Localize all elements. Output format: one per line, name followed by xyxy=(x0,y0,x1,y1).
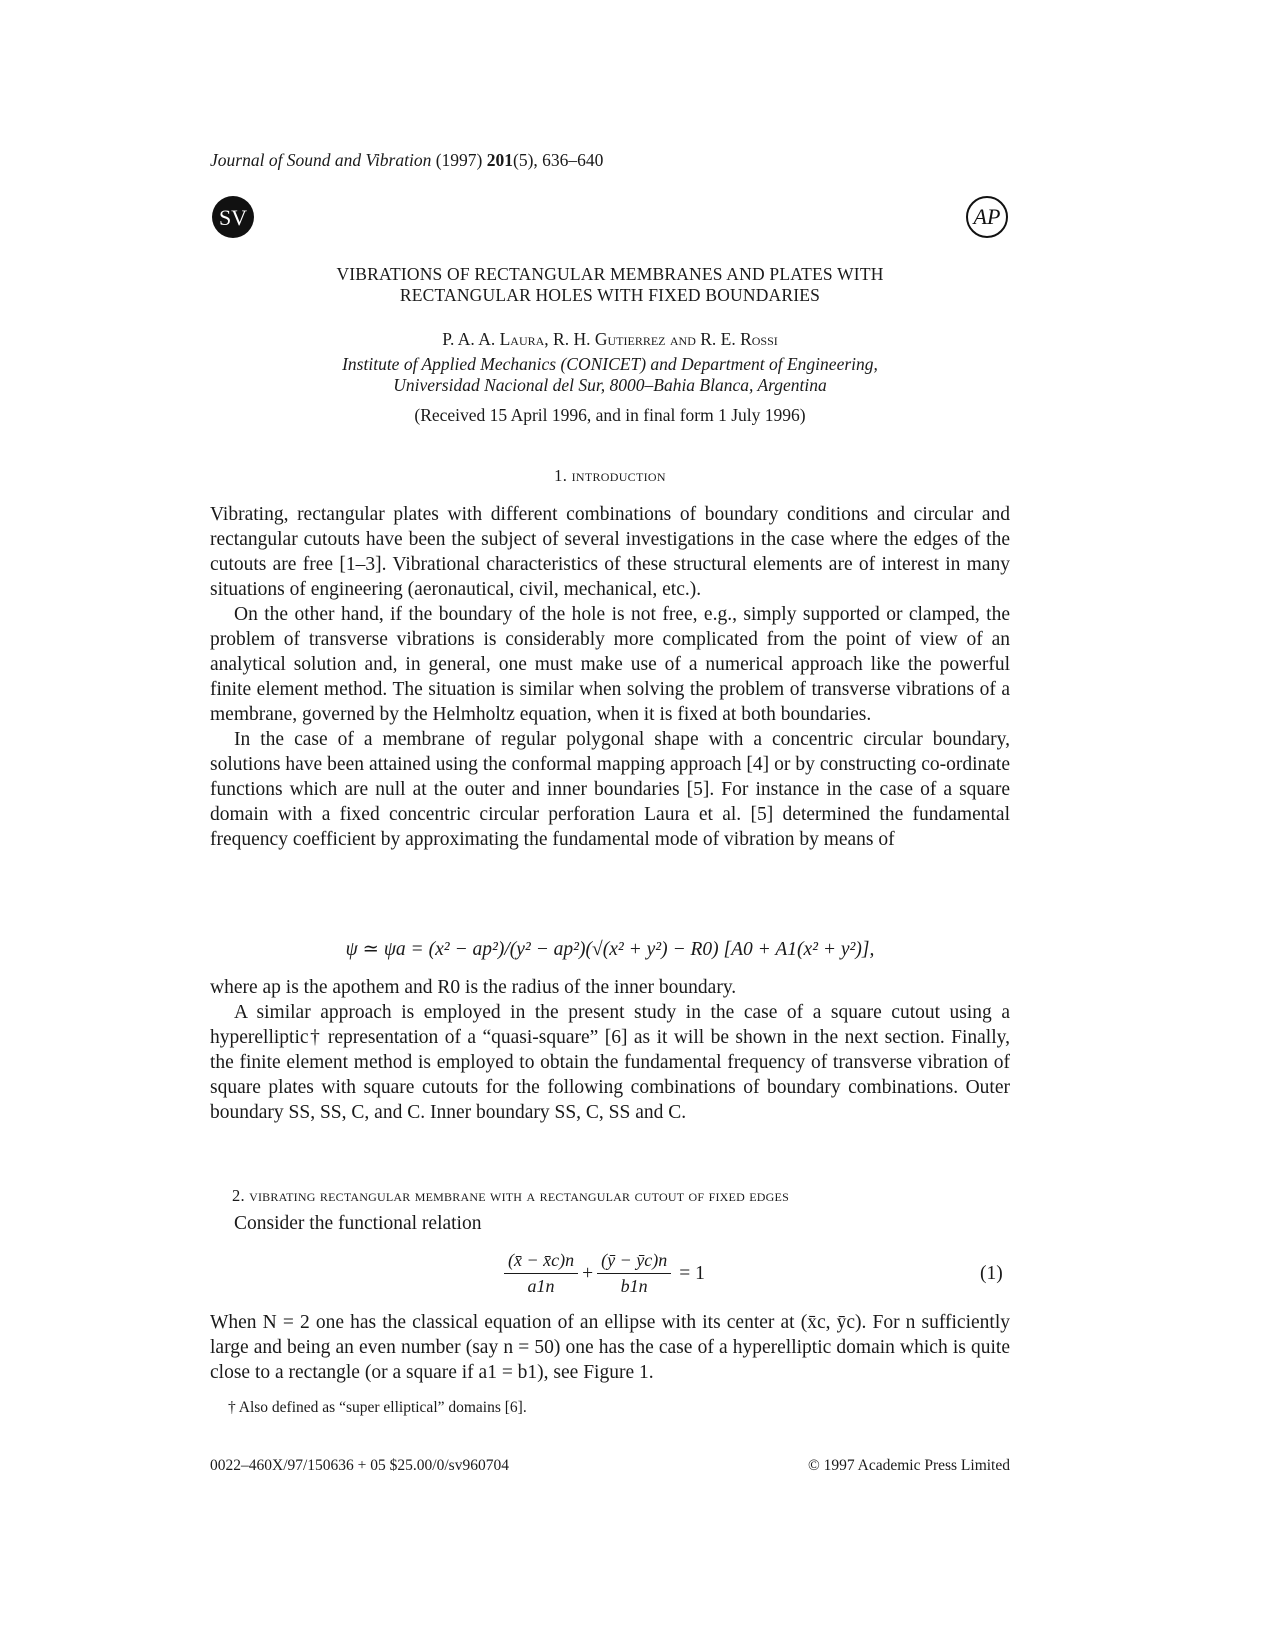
sv-logo-icon: SV xyxy=(212,196,254,238)
journal-name: Journal of Sound and Vibration xyxy=(210,150,432,170)
section-1-heading: 1. introduction xyxy=(554,466,666,485)
footer-copyright: © 1997 Academic Press Limited xyxy=(807,1457,1010,1474)
paragraph: where ap is the apothem and R0 is the radius of the inner boundary. xyxy=(210,977,737,998)
section-2-body xyxy=(210,1310,1010,1385)
fraction-y: $\frac{(ȳ - ȳc)n}{b1n}$ xyxy=(597,1250,671,1297)
authors: P. A. A. Laura, R. H. Gutierrez and R. E. Rossi xyxy=(442,329,778,349)
fraction-x: $\frac{(x̄ - x̄c)n}{a1n}$ xyxy=(504,1250,578,1297)
section-1-body xyxy=(210,502,1010,852)
paper-title xyxy=(210,264,1010,306)
paragraph: A similar approach is employed in the present study in the case of a square cutout using a hyperelliptic† representation of a “quasi-square” [6] as it will be shown in the next section. Finally, the finite element method is employed to obtain the fundamental frequency of transverse vibration of square plates with square cutouts for the following combinations of boundary combinations. Outer boundary SS, SS, C, and C. Inner boundary SS, C, SS and C. xyxy=(210,1002,1010,1123)
equation-psi: ψ ≃ ψa = (x² − ap²)/(y² − ap²)(√(x² + y²) − R0) [A0 + A1(x² + y²)], xyxy=(345,939,875,960)
paragraph: On the other hand, if the boundary of the hole is not free, e.g., simply supported or clamped, the problem of transverse vibrations is considerably more complicated from the point of view of an analytical solution and, in general, one must make use of a numerical approach like the powerful finite element method. The situation is similar when solving the problem of transverse vibrations of a membrane, governed by the Helmholtz equation, when it is fixed at both boundaries. xyxy=(210,604,1010,725)
footnote: † Also defined as “super elliptical” domains [6]. xyxy=(228,1399,527,1416)
title-line-1: VIBRATIONS OF RECTANGULAR MEMBRANES AND PLATES WITH xyxy=(336,264,884,284)
affiliation xyxy=(210,354,1010,396)
affiliation-line-1: Institute of Applied Mechanics (CONICET) and Department of Engineering, xyxy=(342,354,878,374)
affiliation-line-2: Universidad Nacional del Sur, 8000–Bahia Blanca, Argentina xyxy=(393,375,827,395)
section-2-intro: Consider the functional relation xyxy=(234,1213,482,1234)
paragraph: In the case of a membrane of regular polygonal shape with a concentric circular boundary, solutions have been attained using the conformal mapping approach [4] or by constructing co-ordinate functions which are null at the outer and inner boundaries [5]. For instance in the case of a square domain with a fixed concentric circular perforation Laura et al. [5] determined the fundamental frequency coefficient by approximating the fundamental mode of vibration by means of xyxy=(210,729,1010,850)
paragraph: Vibrating, rectangular plates with different combinations of boundary conditions and circular and rectangular cutouts have been the subject of several investigations in the case where the edges of the cutouts are free [1–3]. Vibrational characteristics of these structural elements are of interest in many situations of engineering (aeronautical, civil, mechanical, etc.). xyxy=(210,504,1010,600)
journal-issue-pages: (5), 636–640 xyxy=(513,150,604,170)
ap-logo-icon: AP xyxy=(966,196,1008,238)
section-2-heading: 2. vibrating rectangular membrane with a rectangular cutout of fixed edges xyxy=(232,1186,789,1205)
journal-citation xyxy=(210,150,603,171)
journal-volume: 201 xyxy=(486,150,513,170)
paragraph: When N = 2 one has the classical equation of an ellipse with its center at (x̄c, ȳc). For n sufficiently large and being an even number (say n = 50) one has the case of a hyperelliptic domain which is quite close to a rectangle (or a square if a1 = b1), see Figure 1. xyxy=(210,1312,1010,1383)
equation-1: $\frac{(x̄ - x̄c)n}{a1n}$ + $\frac{(ȳ - ȳc)n}{b1n}$ = 1 xyxy=(500,1250,705,1297)
received-dates: (Received 15 April 1996, and in final form 1 July 1996) xyxy=(414,405,806,425)
footer-doi: 0022–460X/97/150636 + 05 $25.00/0/sv960704 xyxy=(210,1457,509,1474)
title-line-2: RECTANGULAR HOLES WITH FIXED BOUNDARIES xyxy=(399,285,821,305)
equation-number: (1) xyxy=(980,1263,1003,1284)
journal-year: (1997) xyxy=(435,150,483,170)
section-1-continued xyxy=(210,975,1010,1125)
